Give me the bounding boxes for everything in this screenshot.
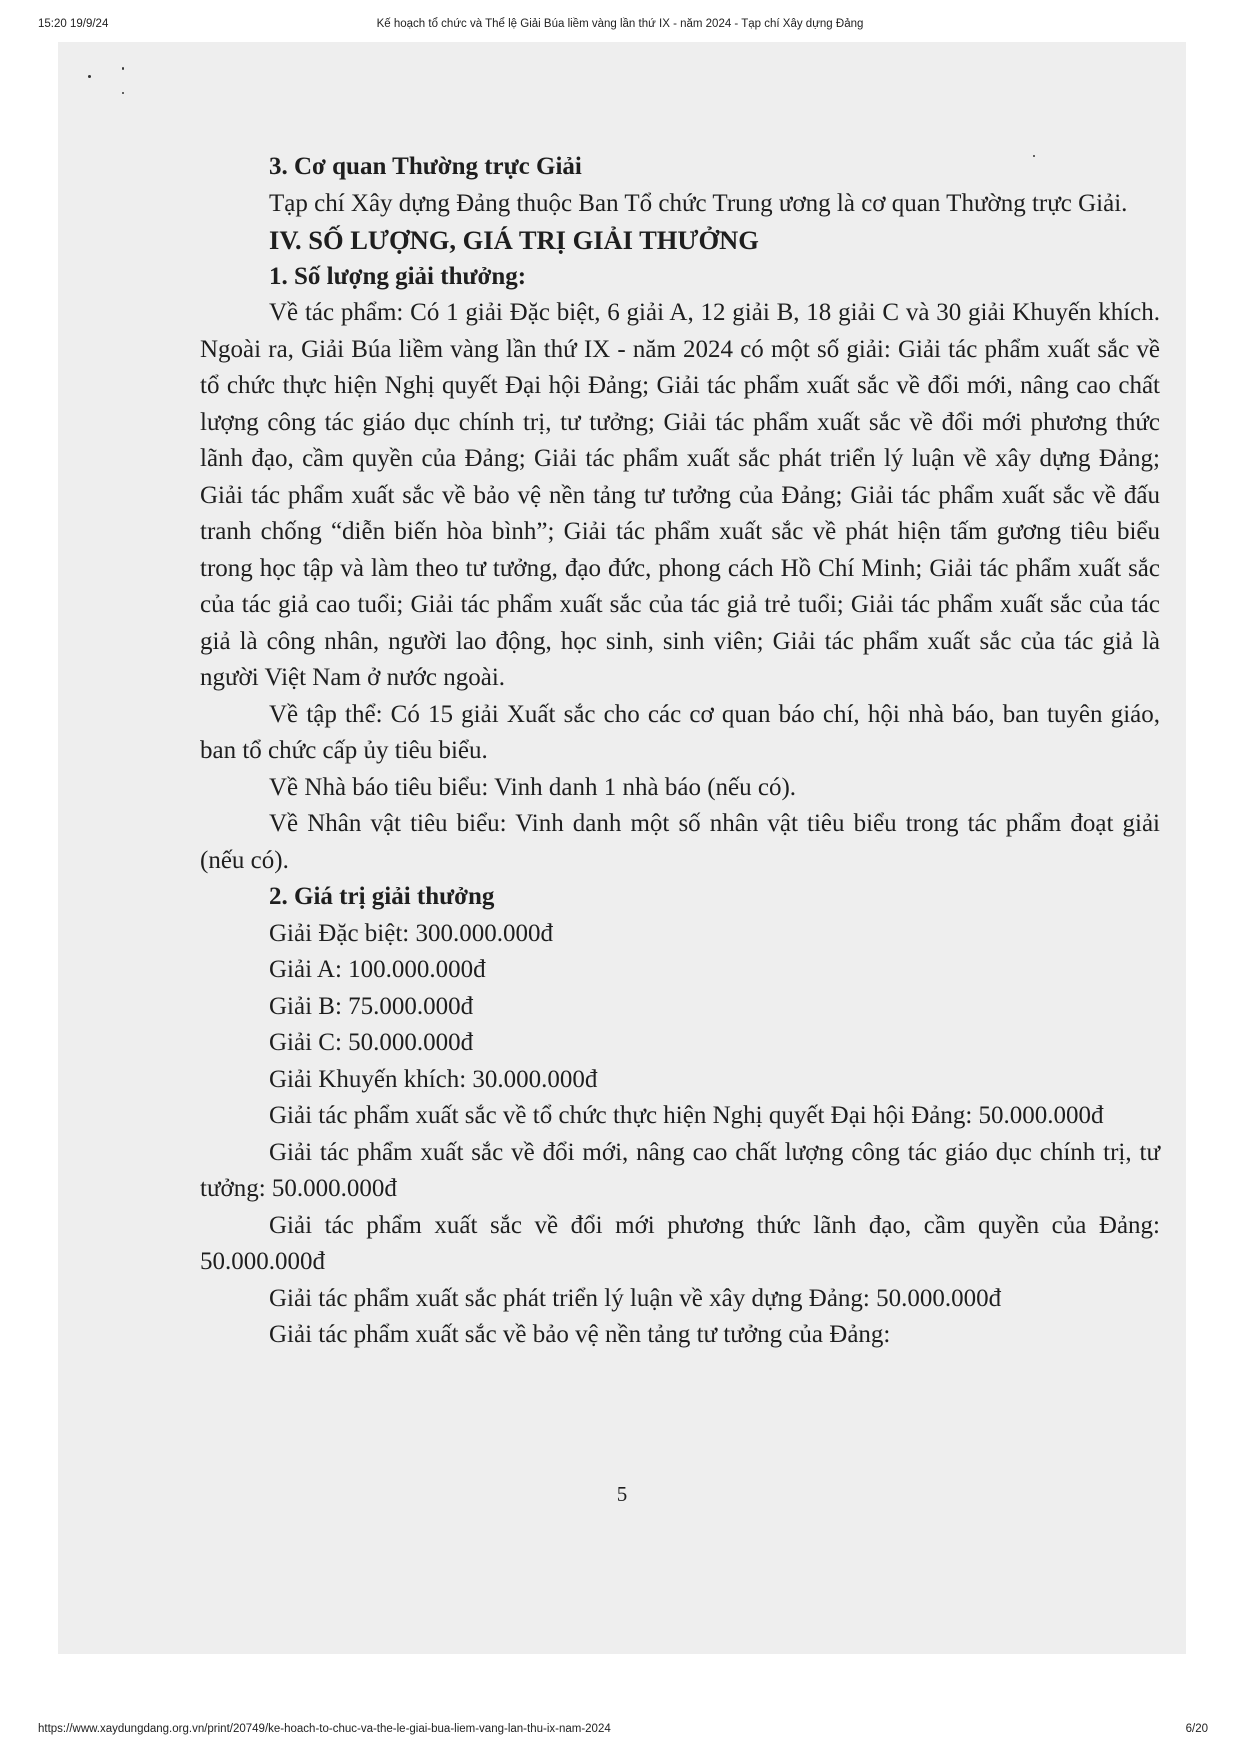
body-paragraph: Về Nhà báo tiêu biểu: Vinh danh 1 nhà báo (nếu có). xyxy=(269,773,797,801)
print-footer xyxy=(0,1723,1240,1749)
body-paragraph: Giải tác phẩm xuất sắc về bảo vệ nền tảng tư tưởng của Đảng: xyxy=(269,1321,891,1348)
prize-value-line: Giải C: 50.000.000đ xyxy=(269,1029,474,1056)
body-paragraph: Giải tác phẩm xuất sắc về đổi mới, nâng cao chất lượng công tác giáo dục chính trị, tư tưởng: 50.000.000đ xyxy=(200,1138,1160,1202)
section-heading: 1. Số lượng giải thưởng: xyxy=(269,262,527,290)
section-heading: 3. Cơ quan Thường trực Giải xyxy=(269,153,582,180)
body-paragraph: Giải tác phẩm xuất sắc phát triển lý luận về xây dựng Đảng: 50.000.000đ xyxy=(269,1284,1002,1312)
body-paragraph: Về tác phẩm: Có 1 giải Đặc biệt, 6 giải A, 12 giải B, 18 giải C và 30 giải Khuyến khích. Ngoài ra, Giải Búa liềm vàng lần thứ IX - năm 2024 có một số giải: Giải tác phẩm xuất sắc về tổ chức thực hiện Nghị quyết Đại hội Đảng; Giải tác phẩm xuất sắc về đổi mới, nâng cao chất lượng công tác giáo dục chính trị, tư tưởng; Giải tác phẩm xuất sắc về đổi mới phương thức lãnh đạo, cầm quyền của Đảng; Giải tác phẩm xuất sắc phát triển lý luận về xây dựng Đảng; Giải tác phẩm xuất sắc về bảo vệ nền tảng tư tưởng của Đảng; Giải tác phẩm xuất sắc về đấu tranh chống “diễn biến hòa bình”; Giải tác phẩm xuất sắc về phát hiện tấm gương tiêu biểu trong học tập và làm theo tư tưởng, đạo đức, phong cách Hồ Chí Minh; Giải tác phẩm xuất sắc của tác giả cao tuổi; Giải tác phẩm xuất sắc của tác giả trẻ tuổi; Giải tác phẩm xuất sắc của tác giả là công nhân, người lao động, học sinh, sinh viên; Giải tác phẩm xuất sắc của tác giả là người Việt Nam ở nước ngoài. xyxy=(200,299,1160,691)
scan-speck xyxy=(88,75,91,78)
scanned-page xyxy=(58,42,1186,1654)
document-body xyxy=(200,149,1160,1354)
scan-speck xyxy=(122,67,124,70)
body-paragraph: Giải tác phẩm xuất sắc về tổ chức thực hiện Nghị quyết Đại hội Đảng: 50.000.000đ xyxy=(269,1102,1104,1129)
prize-value-line: Giải Khuyến khích: 30.000.000đ xyxy=(269,1065,598,1093)
print-url: https://www.xaydungdang.org.vn/print/20749/ke-hoach-to-chuc-va-the-le-giai-bua-liem-vang-lan-thu-ix-nam-2024 xyxy=(38,1723,611,1735)
page-number: 5 xyxy=(616,1482,628,1506)
print-page-title: Kế hoạch tổ chức và Thể lệ Giải Búa liềm vàng lần thứ IX - năm 2024 - Tạp chí Xây dựng Đảng xyxy=(376,18,864,30)
prize-value-line: Giải B: 75.000.000đ xyxy=(269,992,474,1020)
prize-value-line: Giải A: 100.000.000đ xyxy=(269,956,486,983)
section-heading: IV. SỐ LƯỢNG, GIÁ TRỊ GIẢI THƯỞNG xyxy=(269,225,759,255)
scan-speck xyxy=(122,92,124,94)
print-page-counter: 6/20 xyxy=(1185,1723,1208,1735)
print-datetime: 15:20 19/9/24 xyxy=(38,18,109,30)
body-paragraph: Tạp chí Xây dựng Đảng thuộc Ban Tổ chức Trung ương là cơ quan Thường trực Giải. xyxy=(269,189,1128,217)
prize-value-line: Giải Đặc biệt: 300.000.000đ xyxy=(269,919,553,947)
body-paragraph: Giải tác phẩm xuất sắc về đổi mới phương thức lãnh đạo, cầm quyền của Đảng: 50.000.000đ xyxy=(200,1211,1160,1275)
section-heading: 2. Giá trị giải thưởng xyxy=(269,883,495,910)
body-paragraph: Về tập thể: Có 15 giải Xuất sắc cho các cơ quan báo chí, hội nhà báo, ban tuyên giáo, ban tổ chức cấp ủy tiêu biểu. xyxy=(200,700,1160,764)
print-header xyxy=(0,18,1240,44)
body-paragraph: Về Nhân vật tiêu biểu: Vinh danh một số nhân vật tiêu biểu trong tác phẩm đoạt giải (nếu có). xyxy=(200,810,1160,874)
